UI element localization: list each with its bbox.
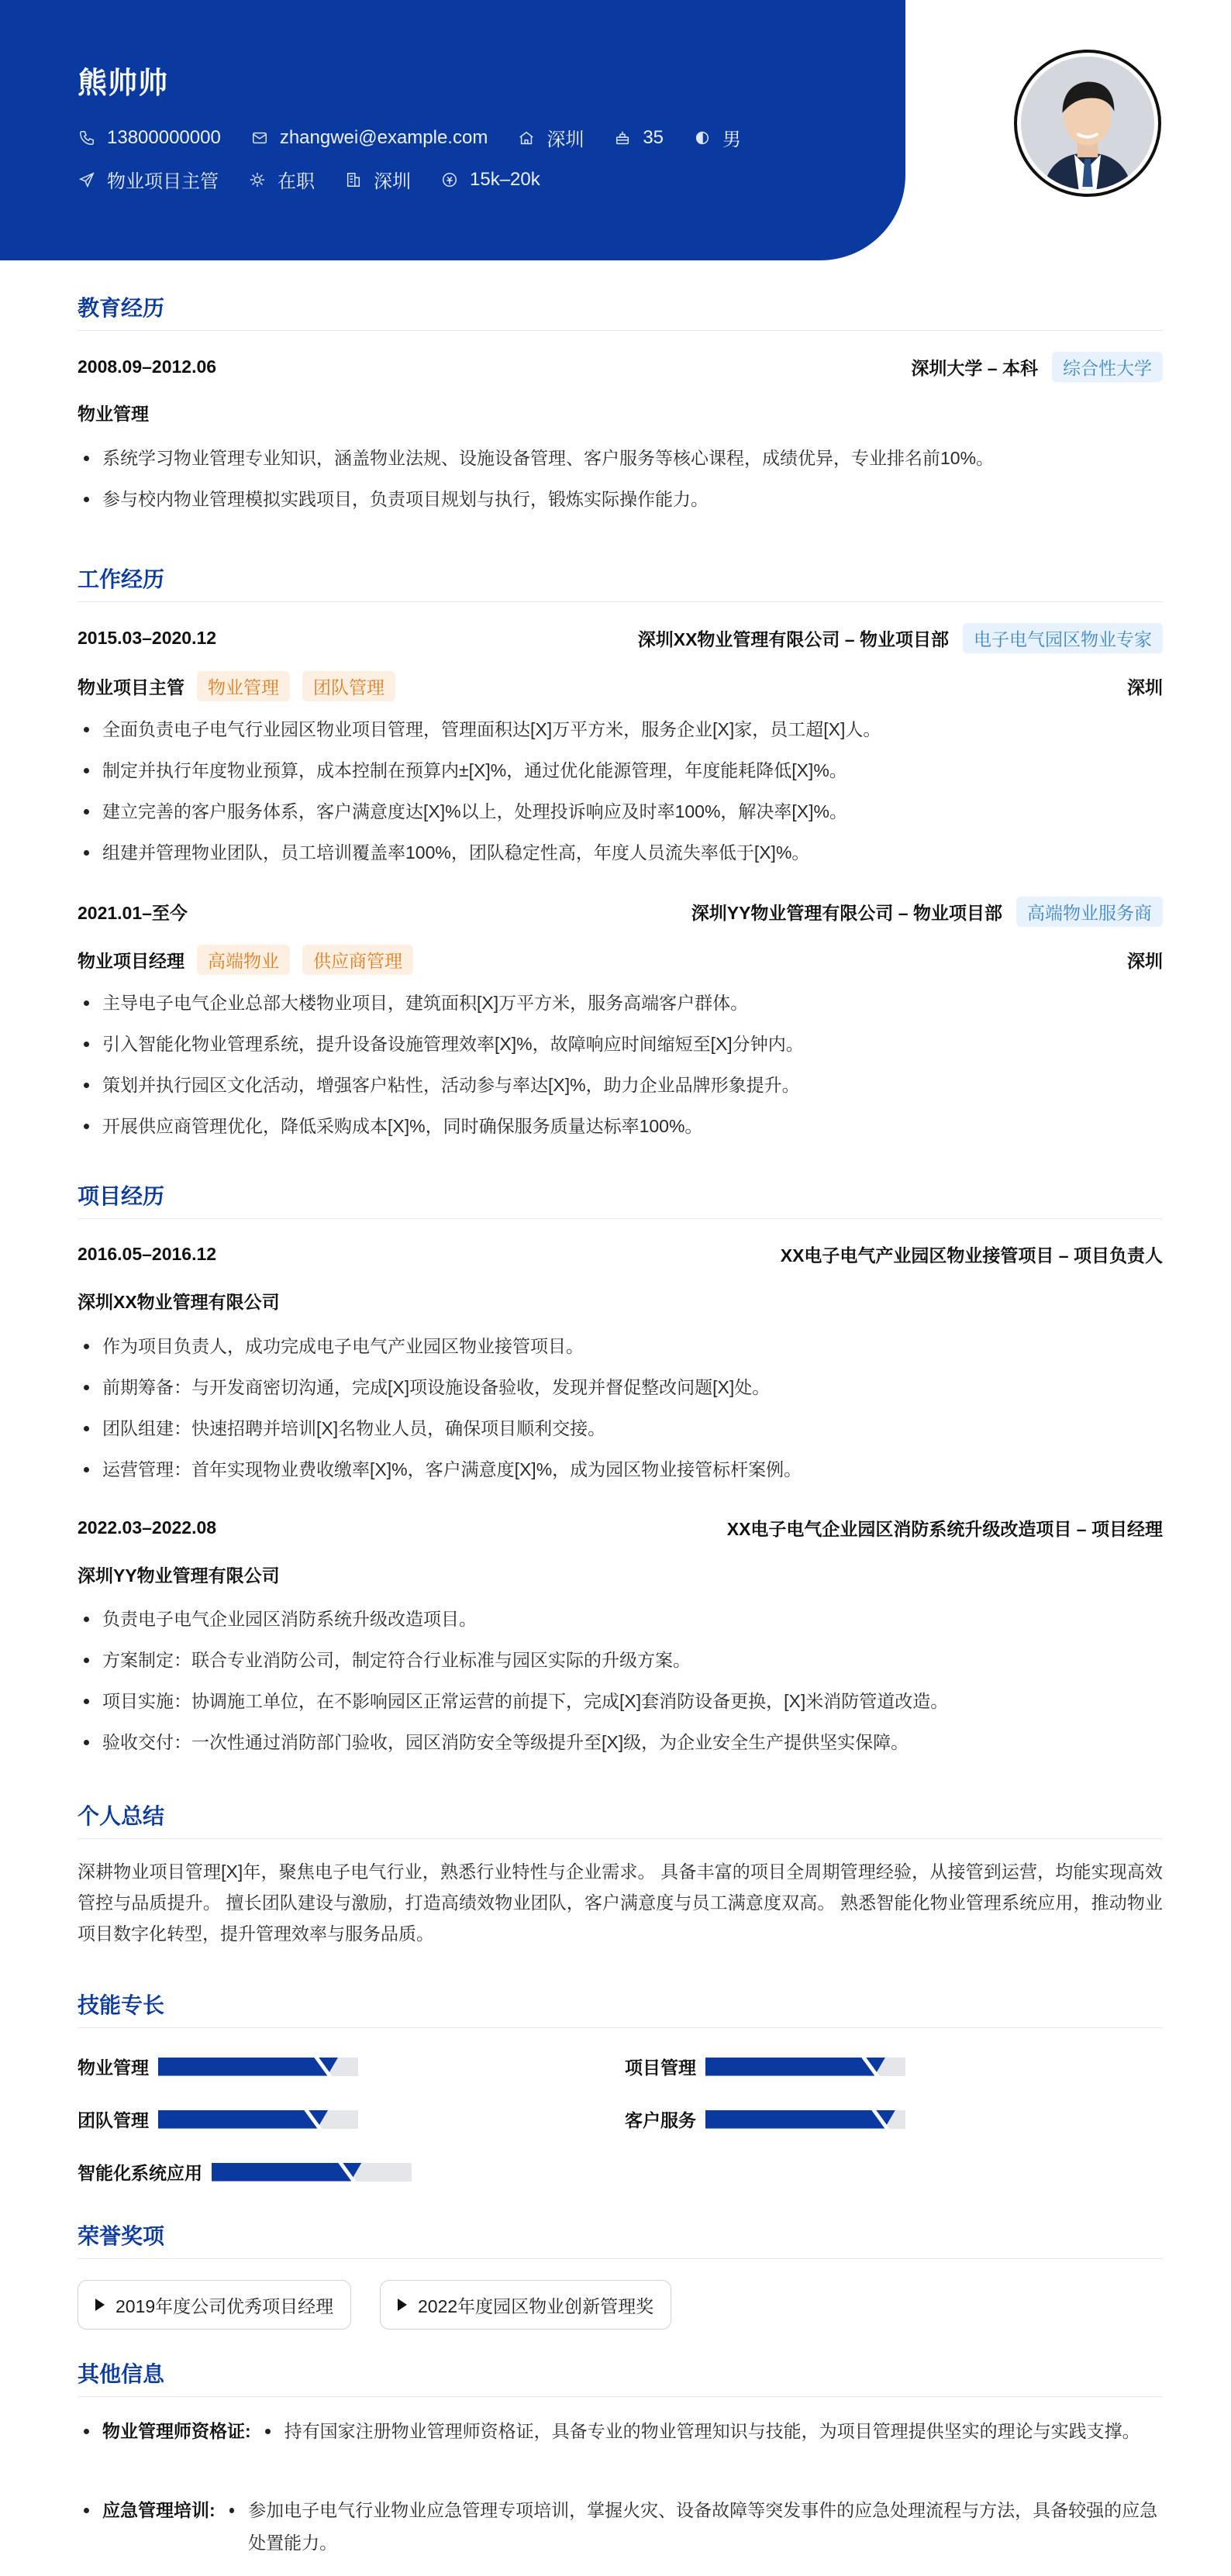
- list-item: 全面负责电子电气行业园区物业项目管理，管理面积达[X]万平方米，服务企业[X]家，员工超[X]人。: [78, 718, 1163, 741]
- skill-bar: [158, 2058, 358, 2076]
- section-title-skills: 技能专长: [78, 1989, 1163, 2028]
- summary-text: 深耕物业项目管理[X]年，聚焦电子电气行业，熟悉行业特性与企业需求。 具备丰富的项目全周期管理经验，从接管到运营，均能实现高效管控与品质提升。 擅长团队建设与激励，打造高绩效物业团队，客户满意度与员工满意度双高。 熟悉智能化物业管理系统应用，推动物业项目数字化转型，提升管理效率与服务品质。: [78, 1861, 1163, 1944]
- gender-text: 男: [722, 129, 742, 150]
- list-item: 参与校内物业管理模拟实践项目，负责项目规划与执行，锻炼实际操作能力。: [78, 487, 1163, 511]
- phone-icon: [78, 129, 96, 147]
- skill-fill: [705, 2058, 885, 2076]
- education-school: 深圳大学 – 本科: [911, 358, 1038, 378]
- bullet-dot: [84, 2429, 89, 2434]
- list-item: 运营管理：首年实现物业费收缴率[X]%，客户满意度[X]%，成为园区物业接管标杆案例。: [78, 1458, 1163, 1481]
- list-item: 前期筹备：与开发商密切沟通，完成[X]项设施设备验收，发现并督促整改问题[X]处。: [78, 1376, 1163, 1399]
- status-text: 在职: [278, 171, 315, 192]
- skill-bar: [212, 2163, 412, 2182]
- list-item: 团队组建：快速招聘并培训[X]名物业人员，确保项目顺利交接。: [78, 1417, 1163, 1440]
- project-org: 深圳YY物业管理有限公司: [78, 1565, 280, 1586]
- list-item: 主导电子电气企业总部大楼物业项目，建筑面积[X]万平方米，服务高端客户群体。: [78, 991, 1163, 1014]
- list-item: 验收交付：一次性通过消防部门验收，园区消防安全等级提升至[X]级，为企业安全生产提供坚实保障。: [78, 1731, 1163, 1754]
- skill-name: 项目管理: [625, 2058, 696, 2078]
- section-title-education: 教育经历: [78, 291, 1163, 331]
- list-item: 方案制定：联合专业消防公司，制定符合行业标准与园区实际的升级方案。: [78, 1648, 1163, 1672]
- honor-badge: [78, 2280, 351, 2330]
- gender-icon: [693, 129, 712, 147]
- avatar: [1014, 50, 1161, 197]
- skill-bar: [705, 2110, 905, 2129]
- other-label: 物业管理师资格证:: [102, 2421, 251, 2441]
- skill-name: 智能化系统应用: [78, 2163, 202, 2183]
- project-header: [78, 1515, 1163, 1541]
- section-title-honors: 荣誉奖项: [78, 2220, 1163, 2259]
- job-role-row: [78, 945, 1163, 975]
- job-skill-tag: 团队管理: [302, 671, 395, 701]
- email-item: [250, 127, 488, 149]
- list-item: 制定并执行年度物业预算，成本控制在预算内±[X]%，通过优化能源管理，年度能耗降低[X]%。: [78, 759, 1163, 782]
- salary-text: 15k–20k: [470, 168, 540, 190]
- education-header: [78, 352, 1163, 382]
- job-tag: 电子电气园区物业专家: [963, 623, 1163, 653]
- contact-row: [78, 124, 771, 151]
- list-item: 负责电子电气企业园区消防系统升级改造项目。: [78, 1607, 1163, 1631]
- job-tag: 高端物业服务商: [1016, 897, 1163, 927]
- honor-badge: [380, 2280, 671, 2330]
- job-date: 2021.01–至今: [78, 903, 188, 923]
- other-item: [78, 2415, 1163, 2447]
- job-city: 深圳: [1127, 677, 1163, 697]
- play-icon: [398, 2299, 407, 2311]
- project-org-row: [78, 1288, 1163, 1314]
- list-item: 引入智能化物业管理系统，提升设备设施管理效率[X]%，故障响应时间缩短至[X]分钟内。: [78, 1032, 1163, 1056]
- bullet-dot: [84, 2508, 89, 2513]
- other-text: 持有国家注册物业管理师资格证，具备专业的物业管理知识与技能，为项目管理提供坚实的理论与实践支撑。: [284, 2421, 1140, 2441]
- job-skill-tag: 供应商管理: [302, 945, 413, 975]
- age-icon: [613, 129, 632, 147]
- candidate-name: 熊帅帅: [78, 67, 169, 100]
- project-org-row: [78, 1562, 1163, 1587]
- bullet-dot: [229, 2508, 234, 2513]
- other-label: 应急管理培训:: [102, 2500, 216, 2520]
- skill-fill: [158, 2110, 328, 2129]
- list-item: 开展供应商管理优化，降低采购成本[X]%，同时确保服务质量达标率100%。: [78, 1114, 1163, 1138]
- salary-icon: [440, 170, 459, 189]
- project-header: [78, 1242, 1163, 1267]
- job-header: [78, 897, 1163, 927]
- skill-bar: [705, 2058, 905, 2076]
- section-title-other: 其他信息: [78, 2357, 1163, 2397]
- skill-item: [78, 2106, 358, 2132]
- position-text: 物业项目主管: [107, 171, 219, 192]
- skill-name: 物业管理: [78, 2058, 149, 2078]
- job-skill-tag: 物业管理: [197, 671, 290, 701]
- hometown-item: [517, 124, 584, 151]
- skill-bar: [158, 2110, 358, 2129]
- job-role: 物业项目经理: [78, 951, 184, 971]
- section-title-summary: 个人总结: [78, 1799, 1163, 1839]
- education-major: 物业管理: [78, 404, 149, 424]
- other-item: [78, 2494, 1163, 2559]
- honor-text: 2019年度公司优秀项目经理: [116, 2295, 334, 2316]
- job-company: 深圳YY物业管理有限公司 – 物业项目部: [691, 903, 1002, 923]
- section-title-projects: 项目经历: [78, 1180, 1163, 1219]
- other-text: 参加电子电气行业物业应急管理专项培训，掌握火灾、设备故障等突发事件的应急处理流程与方法，具备较强的应急处置能力。: [248, 2500, 1158, 2553]
- job-bullets: [78, 718, 1163, 882]
- project-bullets: [78, 1607, 1163, 1772]
- project-name: XX电子电气企业园区消防系统升级改造项目 – 项目经理: [726, 1519, 1163, 1539]
- mail-icon: [250, 129, 269, 147]
- city-item: [344, 166, 411, 193]
- send-icon: [78, 170, 96, 189]
- phone-item: [78, 127, 221, 149]
- project-date: 2022.03–2022.08: [78, 1517, 217, 1538]
- job-header: [78, 623, 1163, 653]
- education-tag: 综合性大学: [1052, 352, 1163, 382]
- position-item: [78, 166, 219, 193]
- job-bullets: [78, 991, 1163, 1155]
- skill-fill: [212, 2163, 362, 2182]
- project-org: 深圳XX物业管理有限公司: [78, 1292, 280, 1312]
- skill-fill: [705, 2110, 895, 2129]
- hometown-text: 深圳: [547, 129, 584, 150]
- list-item: 项目实施：协调施工单位，在不影响园区正常运营的前提下，完成[X]套消防设备更换，[X]米消防管道改造。: [78, 1689, 1163, 1713]
- education-date: 2008.09–2012.06: [78, 356, 217, 377]
- education-major-row: [78, 400, 1163, 425]
- job-date: 2015.03–2020.12: [78, 628, 217, 648]
- job-company: 深圳XX物业管理有限公司 – 物业项目部: [637, 629, 949, 649]
- education-bullets: [78, 446, 1163, 529]
- avatar-photo: [1021, 57, 1154, 190]
- list-item: 策划并执行园区文化活动，增强客户粘性，活动参与率达[X]%，助力企业品牌形象提升。: [78, 1073, 1163, 1097]
- bullet-dot: [265, 2429, 271, 2434]
- job-role-row: [78, 671, 1163, 701]
- salary-item: [440, 169, 540, 191]
- building-icon: [344, 170, 363, 189]
- honor-text: 2022年度园区物业创新管理奖: [418, 2295, 654, 2316]
- status-item: [248, 166, 315, 193]
- list-item: 组建并管理物业团队，员工培训覆盖率100%，团队稳定性高，年度人员流失率低于[X]%。: [78, 841, 1163, 864]
- gender-item: [693, 124, 741, 151]
- list-item: 系统学习物业管理专业知识，涵盖物业法规、设施设备管理、客户服务等核心课程，成绩优异，专业排名前10%。: [78, 446, 1163, 470]
- skill-name: 客户服务: [625, 2110, 696, 2130]
- header-banner: [0, 0, 905, 260]
- skill-item: [78, 2159, 412, 2185]
- list-item: 建立完善的客户服务体系，客户满意度达[X]%以上，处理投诉响应及时率100%，解决率[X]%。: [78, 800, 1163, 823]
- job-intent-row: [78, 166, 570, 193]
- status-icon: [248, 170, 267, 189]
- job-role: 物业项目主管: [78, 677, 184, 697]
- email-text: zhangwei@example.com: [279, 126, 488, 148]
- skill-item: [625, 2054, 905, 2079]
- play-icon: [95, 2299, 105, 2311]
- phone-text: 13800000000: [107, 126, 221, 148]
- list-item: 作为项目负责人，成功完成电子电气产业园区物业接管项目。: [78, 1334, 1163, 1358]
- skill-item: [625, 2106, 905, 2132]
- home-icon: [517, 129, 536, 147]
- section-title-work: 工作经历: [78, 563, 1163, 602]
- skill-name: 团队管理: [78, 2110, 149, 2130]
- project-date: 2016.05–2016.12: [78, 1244, 217, 1264]
- city-text: 深圳: [374, 171, 411, 192]
- job-skill-tag: 高端物业: [197, 945, 290, 975]
- project-name: XX电子电气产业园区物业接管项目 – 项目负责人: [780, 1245, 1163, 1266]
- skill-item: [78, 2054, 358, 2079]
- age-text: 35: [643, 126, 664, 148]
- skill-fill: [158, 2058, 338, 2076]
- job-city: 深圳: [1127, 951, 1163, 971]
- project-bullets: [78, 1334, 1163, 1499]
- age-item: [613, 127, 664, 149]
